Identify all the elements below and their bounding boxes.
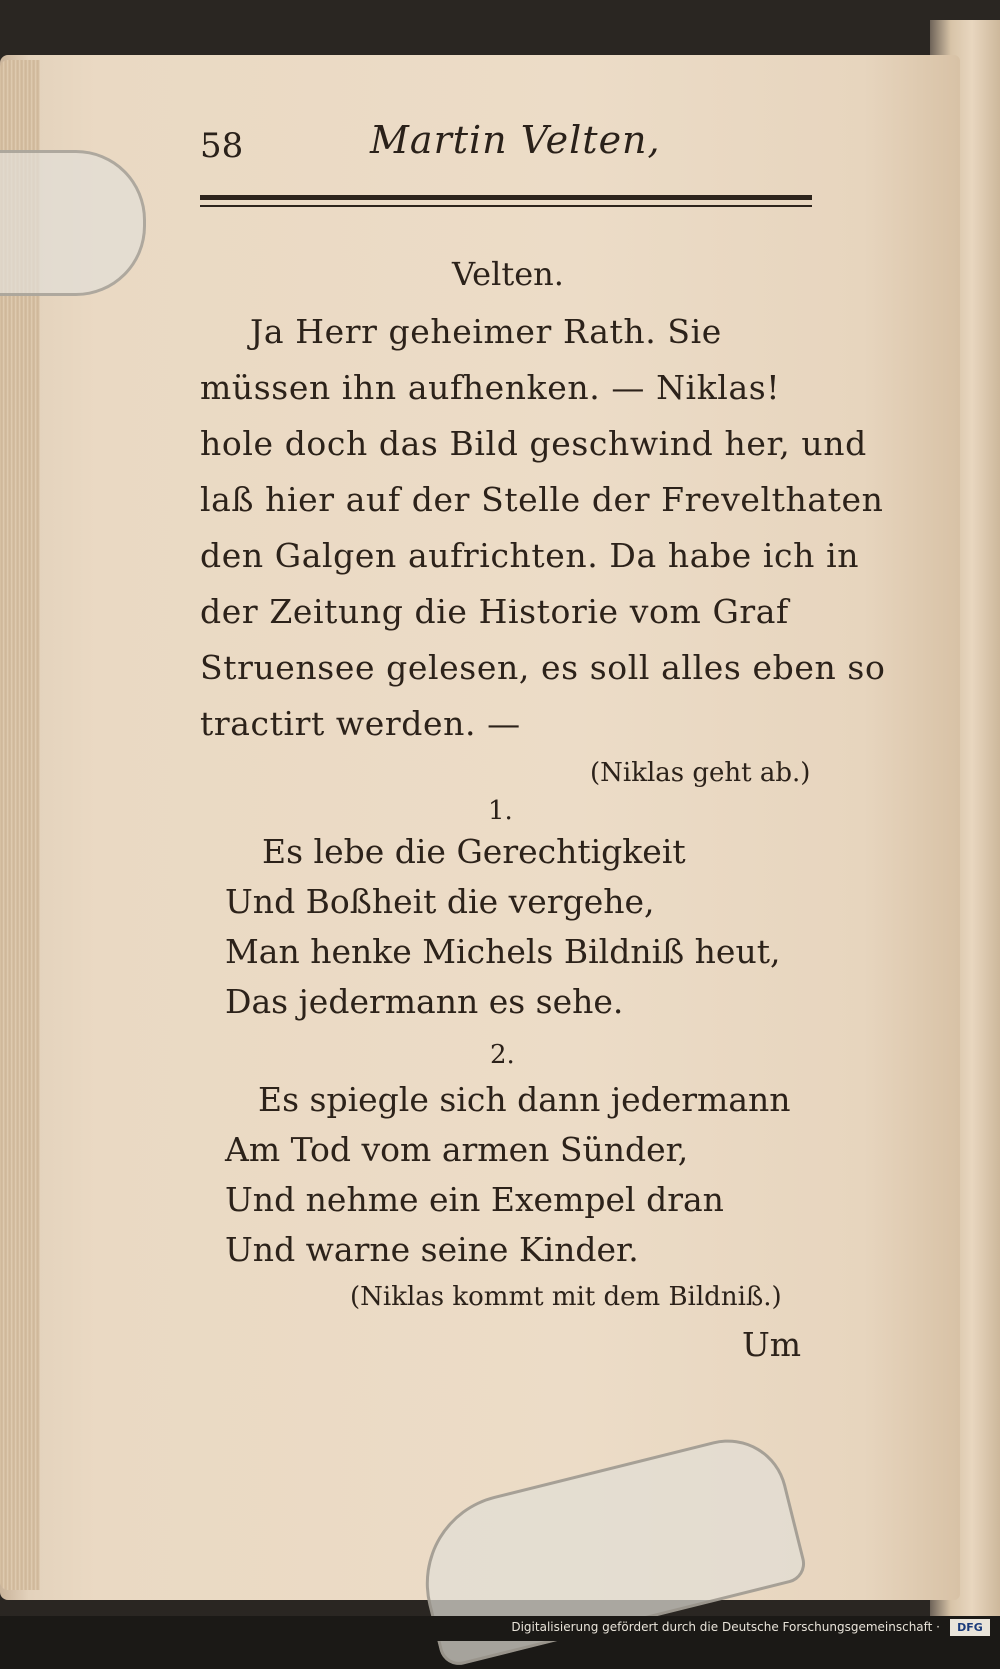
paragraph-line: laß hier auf der Stelle der Frevelthaten — [200, 480, 884, 519]
paragraph-line: müssen ihn aufhenken. — Niklas! — [200, 368, 781, 407]
running-title: Martin Velten, — [370, 118, 661, 162]
verse-line: Und warne seine Kinder. — [225, 1230, 639, 1269]
stanza-number: 1. — [488, 796, 513, 826]
speaker-name: Velten. — [452, 255, 564, 293]
paragraph-line: hole doch das Bild geschwind her, und — [200, 424, 867, 463]
paragraph-line: Struensee gelesen, es soll alles eben so — [200, 648, 886, 687]
verse-line: Es lebe die Gerechtigkeit — [262, 832, 686, 871]
verse-line: Man henke Michels Bildniß heut, — [225, 932, 781, 971]
paragraph-line: den Galgen aufrichten. Da habe ich in — [200, 536, 860, 575]
page-clip-top — [0, 150, 146, 296]
verse-line: Das jedermann es sehe. — [225, 982, 624, 1021]
paragraph-line: tractirt werden. — — [200, 704, 521, 743]
verse-line: Und Boßheit die vergehe, — [225, 882, 655, 921]
digitization-credit: Digitalisierung gefördert durch die Deutsche Forschungsgemeinschaft · — [511, 1620, 940, 1634]
stanza-number: 2. — [490, 1040, 515, 1070]
verse-line: Am Tod vom armen Sünder, — [225, 1130, 689, 1169]
verse-line: Es spiegle sich dann jedermann — [258, 1080, 791, 1119]
paragraph-line: der Zeitung die Historie vom Graf — [200, 592, 789, 631]
verse-line: Und nehme ein Exempel dran — [225, 1180, 724, 1219]
page-number: 58 — [200, 126, 244, 166]
dfg-logo: DFG — [950, 1619, 990, 1636]
stage-direction: (Niklas kommt mit dem Bildniß.) — [350, 1282, 782, 1312]
stage-direction: (Niklas geht ab.) — [590, 758, 811, 788]
catchword: Um — [742, 1325, 802, 1364]
header-rule-thin — [200, 205, 812, 207]
header-rule — [200, 195, 812, 200]
page-header — [200, 108, 820, 166]
paragraph-line: Ja Herr geheimer Rath. Sie — [250, 312, 722, 351]
